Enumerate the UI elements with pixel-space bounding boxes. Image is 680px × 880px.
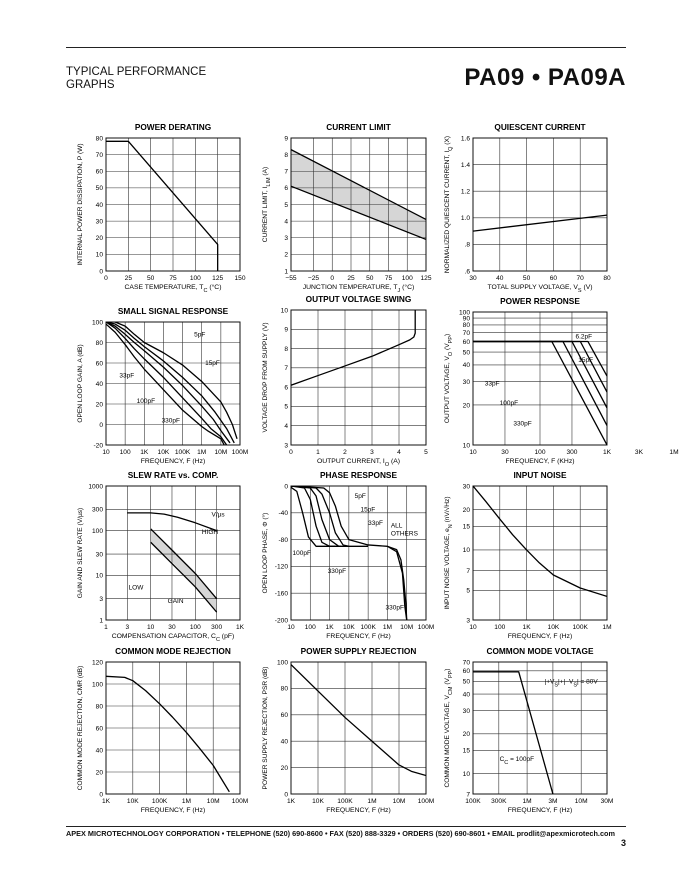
common-mode-rejection-y-tick-label: 0 — [99, 791, 103, 799]
part-number-title: PA09 • PA09A — [464, 64, 626, 91]
output-voltage-swing-y-tick-label: 3 — [284, 442, 288, 450]
common-mode-voltage-x-tick-label: 1M — [522, 798, 532, 805]
quiescent-current-x-tick-label: 70 — [576, 275, 584, 282]
input-noise-y-axis-label: INPUT NOISE VOLTAGE, $e_N$ (nV/√Hz) — [444, 496, 454, 610]
phase-response-y-tick-label: -80 — [278, 536, 288, 544]
current-limit-y-tick-label: 8 — [284, 151, 288, 159]
power-derating-y-tick-label: 0 — [99, 268, 103, 276]
small-signal-response-y-axis-label: OPEN LOOP GAIN, A (dB) — [77, 344, 84, 423]
slew-rate-vs-comp-annotation: HIGH — [201, 528, 219, 536]
common-mode-voltage-y-tick-label: 40 — [462, 691, 470, 699]
input-noise-y-tick-label: 5 — [466, 587, 470, 595]
common-mode-rejection-y-tick-label: 100 — [91, 681, 103, 689]
common-mode-voltage-y-tick-label: 70 — [462, 659, 470, 667]
current-limit-x-axis-label: JUNCTION TEMPERATURE, $T_J$ (°C) — [302, 284, 415, 294]
slew-rate-vs-comp-y-tick-label: 1000 — [88, 483, 103, 491]
small-signal-response-x-axis-label: FREQUENCY, F (Hz) — [140, 458, 206, 465]
power-supply-rejection-x-tick-label: 100M — [417, 798, 435, 805]
phase-response-x-tick-label: 10 — [287, 624, 295, 631]
quiescent-current-y-tick-label: 1.2 — [460, 188, 470, 196]
quiescent-current-y-axis-label: NORMALIZED QUIESCENT CURRENT, $I_Q$ (X) — [444, 135, 454, 274]
input-noise-x-tick-label: 10K — [547, 624, 560, 631]
power-derating-series-1 — [106, 141, 218, 271]
slew-rate-vs-comp-x-tick-label: 100 — [189, 624, 201, 631]
current-limit-x-tick-label: 100 — [401, 275, 413, 282]
small-signal-response-annotation: 330pF — [161, 417, 181, 425]
power-response-x-tick-label: 30 — [501, 449, 509, 456]
power-response-annotation: 330pF — [513, 420, 532, 428]
input-noise-y-tick-label: 10 — [462, 547, 470, 555]
output-voltage-swing-x-tick-label: 2 — [343, 449, 347, 456]
power-derating-y-tick-label: 40 — [95, 201, 103, 209]
power-supply-rejection-plot-frame — [291, 662, 426, 794]
output-voltage-swing-y-tick-label: 8 — [284, 345, 288, 353]
common-mode-rejection-y-tick-label: 20 — [95, 769, 103, 777]
small-signal-response-x-tick-label: 1K — [140, 449, 149, 456]
power-derating-x-tick-label: 150 — [234, 275, 246, 282]
small-signal-response-annotation: 15pF — [205, 360, 220, 368]
quiescent-current-y-tick-label: 1.4 — [460, 161, 470, 169]
output-voltage-swing-x-tick-label: 5 — [424, 449, 428, 456]
power-supply-rejection-x-axis-label: FREQUENCY, F (Hz) — [326, 807, 391, 814]
input-noise-title: INPUT NOISE — [513, 470, 567, 480]
current-limit-chart — [247, 116, 446, 301]
common-mode-rejection-x-tick-label: 100K — [151, 798, 168, 805]
small-signal-response-y-tick-label: 0 — [99, 421, 103, 429]
phase-response-y-tick-label: -40 — [278, 510, 288, 518]
quiescent-current-y-tick-label: .6 — [464, 268, 470, 276]
common-mode-voltage-y-tick-label: 30 — [462, 707, 470, 715]
input-noise-y-tick-label: 30 — [462, 483, 470, 491]
power-supply-rejection-y-tick-label: 0 — [284, 791, 288, 799]
common-mode-voltage-x-tick-label: 100K — [465, 798, 481, 805]
section-title-line-1: TYPICAL PERFORMANCE — [66, 66, 207, 78]
common-mode-rejection-y-tick-label: 80 — [95, 703, 103, 711]
power-derating-y-tick-label: 10 — [95, 251, 103, 259]
phase-response-annotation: ALL — [390, 522, 403, 530]
small-signal-response-annotation: 33pF — [119, 372, 135, 380]
phase-response-annotation: OTHERS — [390, 530, 418, 538]
current-limit-x-tick-label: 125 — [420, 275, 432, 282]
small-signal-response-y-tick-label: 40 — [95, 380, 103, 388]
slew-rate-vs-comp-y-tick-label: 10 — [95, 572, 103, 580]
power-response-y-tick-label: 30 — [462, 378, 470, 386]
power-supply-rejection-x-tick-label: 1K — [286, 798, 296, 805]
quiescent-current-chart — [429, 116, 627, 301]
power-response-y-tick-label: 40 — [462, 362, 470, 370]
common-mode-rejection-x-axis-label: FREQUENCY, F (Hz) — [140, 807, 206, 814]
phase-response-x-tick-label: 100K — [360, 624, 376, 631]
small-signal-response-x-tick-label: 10K — [157, 449, 170, 456]
quiescent-current-x-tick-label: 30 — [469, 275, 477, 282]
small-signal-response-x-tick-label: 1M — [197, 449, 207, 456]
quiescent-current-x-axis-label: TOTAL SUPPLY VOLTAGE, $V_S$ (V) — [487, 284, 593, 294]
input-noise-y-tick-label: 20 — [462, 506, 470, 514]
power-derating-y-tick-label: 20 — [95, 235, 103, 243]
section-title-line-2: GRAPHS — [66, 79, 115, 91]
small-signal-response-x-tick-label: 100 — [119, 449, 131, 456]
power-derating-chart — [62, 116, 260, 301]
phase-response-y-tick-label: -120 — [274, 563, 288, 571]
power-derating-y-tick-label: 60 — [95, 168, 103, 176]
slew-rate-vs-comp-chart — [62, 464, 260, 650]
phase-response-y-tick-label: 0 — [284, 483, 288, 491]
output-voltage-swing-y-axis-label: VOLTAGE DROP FROM SUPPLY (V) — [262, 322, 269, 433]
current-limit-x-tick-label: 25 — [347, 275, 355, 282]
power-response-y-tick-label: 80 — [462, 322, 470, 330]
slew-rate-vs-comp-x-tick-label: 1K — [235, 624, 245, 631]
common-mode-voltage-title: COMMON MODE VOLTAGE — [486, 646, 594, 656]
common-mode-voltage-y-tick-label: 10 — [462, 770, 470, 778]
phase-response-x-tick-label: 100M — [417, 624, 435, 631]
common-mode-voltage-series-1 — [473, 672, 553, 794]
power-supply-rejection-chart — [247, 640, 446, 824]
power-response-annotation: 100pF — [499, 399, 519, 407]
common-mode-rejection-x-tick-label: 1M — [181, 798, 191, 805]
slew-rate-vs-comp-y-tick-label: 30 — [95, 551, 103, 559]
slew-rate-vs-comp-y-tick-label: 1 — [99, 617, 103, 625]
common-mode-rejection-x-tick-label: 10K — [126, 798, 139, 805]
power-derating-title: POWER DERATING — [134, 122, 212, 132]
phase-response-x-tick-label: 1M — [382, 624, 393, 631]
phase-response-annotation: 15pF — [360, 506, 376, 514]
phase-response-y-tick-label: -160 — [274, 590, 288, 598]
common-mode-rejection-series-1 — [106, 676, 229, 792]
input-noise-x-axis-label: FREQUENCY, F (Hz) — [507, 633, 573, 640]
phase-response-annotation: 5pF — [354, 493, 366, 501]
common-mode-rejection-y-tick-label: 40 — [95, 747, 103, 755]
slew-rate-vs-comp-y-axis-label: GAIN AND SLEW RATE (V/µs) — [77, 507, 84, 599]
power-supply-rejection-x-tick-label: 1M — [367, 798, 377, 805]
quiescent-current-y-tick-label: 1.0 — [460, 215, 470, 223]
output-voltage-swing-y-tick-label: 5 — [284, 403, 288, 411]
input-noise-x-tick-label: 100 — [494, 624, 506, 631]
footer-contact: APEX MICROTECHNOLOGY CORPORATION • TELEPHONE (520) 690-8600 • FAX (520) 888-3329 • ORDERS (520) 690-8601 • EMAIL prodlit@apexmicrotech.com — [66, 829, 615, 838]
power-response-chart — [429, 290, 679, 475]
small-signal-response-y-tick-label: 80 — [95, 339, 103, 347]
common-mode-rejection-y-tick-label: 60 — [95, 725, 103, 733]
slew-rate-vs-comp-y-tick-label: 100 — [91, 527, 103, 535]
phase-response-annotation: 100pF — [292, 550, 311, 558]
power-derating-y-tick-label: 30 — [95, 218, 103, 226]
current-limit-x-tick-label: −55 — [285, 275, 297, 282]
common-mode-rejection-x-tick-label: 10M — [206, 798, 220, 805]
output-voltage-swing-x-tick-label: 1 — [316, 449, 320, 456]
quiescent-current-x-tick-label: 50 — [522, 275, 531, 282]
output-voltage-swing-x-tick-label: 0 — [289, 449, 293, 456]
power-derating-x-axis-label: CASE TEMPERATURE, $T_C$ (°C) — [124, 284, 222, 294]
current-limit-y-tick-label: 6 — [284, 185, 288, 193]
common-mode-rejection-x-tick-label: 100M — [231, 798, 249, 805]
power-response-y-tick-label: 70 — [462, 329, 470, 337]
power-supply-rejection-title: POWER SUPPLY REJECTION — [300, 646, 417, 656]
phase-response-y-axis-label: OPEN LOOP PHASE, Φ (°) — [262, 512, 269, 594]
common-mode-voltage-y-tick-label: 15 — [462, 747, 470, 755]
small-signal-response-annotation: 100pF — [136, 397, 156, 405]
small-signal-response-y-tick-label: 100 — [91, 319, 103, 327]
phase-response-annotation: 330pF — [385, 604, 404, 612]
common-mode-voltage-annotation: $|+V_S|+|-V_S| = 80V$ — [544, 678, 598, 689]
common-mode-voltage-x-tick-label: 300K — [491, 798, 507, 805]
common-mode-rejection-title: COMMON MODE REJECTION — [115, 646, 231, 656]
small-signal-response-y-tick-label: -20 — [93, 442, 103, 450]
output-voltage-swing-y-tick-label: 4 — [284, 423, 288, 431]
power-response-annotation: 15pF — [578, 357, 594, 365]
phase-response-x-tick-label: 10K — [342, 624, 355, 631]
power-supply-rejection-y-tick-label: 80 — [280, 685, 288, 693]
output-voltage-swing-x-tick-label: 3 — [370, 449, 374, 456]
phase-response-x-tick-label: 1K — [325, 624, 334, 631]
power-response-y-axis-label: OUTPUT VOLTAGE, $V_O$ $(V_{PP})$ — [444, 333, 454, 424]
slew-rate-vs-comp-annotation: LOW — [128, 584, 144, 592]
output-voltage-swing-x-axis-label: OUTPUT CURRENT, $I_O$ (A) — [316, 458, 401, 468]
current-limit-y-tick-label: 3 — [284, 235, 288, 243]
current-limit-x-tick-label: 50 — [366, 275, 374, 282]
current-limit-y-tick-label: 4 — [284, 218, 288, 226]
common-mode-rejection-x-tick-label: 1K — [101, 798, 111, 805]
output-voltage-swing-series-1 — [291, 310, 415, 385]
current-limit-y-tick-label: 1 — [284, 268, 288, 276]
output-voltage-swing-chart — [247, 288, 446, 475]
input-noise-x-tick-label: 100K — [572, 624, 588, 631]
input-noise-y-tick-label: 3 — [466, 617, 470, 625]
power-supply-rejection-x-tick-label: 10K — [312, 798, 324, 805]
quiescent-current-y-tick-label: 1.6 — [460, 135, 470, 143]
power-derating-y-tick-label: 50 — [95, 185, 103, 193]
page-number: 3 — [620, 838, 626, 848]
power-supply-rejection-y-tick-label: 60 — [280, 712, 288, 720]
power-response-x-tick-label: 100 — [534, 449, 546, 456]
power-response-annotation: 33pF — [484, 380, 500, 388]
power-response-y-tick-label: 20 — [462, 402, 470, 410]
common-mode-rejection-chart — [62, 640, 260, 824]
input-noise-series-1 — [473, 486, 607, 596]
common-mode-rejection-y-axis-label: COMMON MODE REJECTION, CMR (dB) — [77, 665, 84, 791]
power-derating-y-tick-label: 80 — [95, 135, 103, 143]
quiescent-current-x-tick-label: 40 — [496, 275, 504, 282]
slew-rate-vs-comp-x-tick-label: 10 — [146, 624, 155, 631]
output-voltage-swing-x-tick-label: 4 — [397, 449, 401, 456]
current-limit-y-tick-label: 9 — [284, 135, 288, 143]
common-mode-rejection-y-tick-label: 120 — [91, 659, 103, 667]
common-mode-voltage-x-tick-label: 10M — [574, 798, 588, 805]
small-signal-response-x-tick-label: 100K — [174, 449, 191, 456]
power-response-x-tick-label: 300 — [566, 449, 578, 456]
common-mode-voltage-x-tick-label: 3M — [548, 798, 558, 805]
power-response-y-tick-label: 50 — [462, 349, 470, 357]
current-limit-title: CURRENT LIMIT — [326, 122, 391, 132]
power-derating-x-tick-label: 50 — [146, 275, 155, 282]
power-response-y-tick-label: 100 — [458, 309, 470, 317]
common-mode-voltage-y-tick-label: 20 — [462, 731, 470, 739]
input-noise-chart — [429, 464, 627, 650]
power-response-x-tick-label: 10 — [469, 449, 477, 456]
power-response-x-tick-label: 3K — [634, 449, 644, 456]
power-supply-rejection-series-1 — [291, 665, 426, 776]
phase-response-annotation: 330pF — [327, 568, 347, 576]
power-response-title: POWER RESPONSE — [500, 296, 580, 306]
power-response-annotation: 6.2pF — [575, 333, 593, 341]
phase-response-x-tick-label: 100 — [304, 624, 316, 631]
input-noise-y-tick-label: 7 — [466, 567, 470, 575]
common-mode-voltage-chart — [429, 640, 627, 824]
small-signal-response-x-tick-label: 10 — [102, 449, 110, 456]
phase-response-annotation: 33pF — [368, 519, 383, 527]
slew-rate-vs-comp-title: SLEW RATE vs. COMP. — [127, 470, 219, 480]
power-response-x-tick-label: 1K — [602, 449, 612, 456]
quiescent-current-y-tick-label: .8 — [464, 241, 470, 249]
input-noise-x-tick-label: 1M — [602, 624, 612, 631]
slew-rate-vs-comp-x-axis-label: COMPENSATION CAPACITOR, $C_C$ (pF) — [111, 633, 235, 643]
input-noise-y-tick-label: 15 — [462, 523, 470, 531]
power-derating-x-tick-label: 125 — [212, 275, 224, 282]
small-signal-response-x-tick-label: 100M — [231, 449, 249, 456]
power-derating-x-tick-label: 25 — [124, 275, 133, 282]
small-signal-response-y-tick-label: 20 — [95, 401, 103, 409]
power-supply-rejection-x-tick-label: 10M — [392, 798, 406, 805]
small-signal-response-chart — [62, 300, 260, 475]
power-response-y-tick-label: 10 — [462, 442, 470, 450]
header-rule — [66, 47, 626, 48]
output-voltage-swing-y-tick-label: 7 — [284, 365, 288, 373]
current-limit-y-tick-label: 5 — [284, 201, 288, 209]
current-limit-x-tick-label: 75 — [384, 275, 393, 282]
common-mode-voltage-y-tick-label: 7 — [466, 791, 470, 799]
quiescent-current-x-tick-label: 80 — [603, 275, 611, 282]
common-mode-voltage-y-tick-label: 60 — [462, 668, 470, 676]
input-noise-x-tick-label: 1K — [522, 624, 531, 631]
output-voltage-swing-y-tick-label: 6 — [284, 384, 288, 392]
slew-rate-vs-comp-series-3 — [151, 542, 217, 612]
slew-rate-vs-comp-x-tick-label: 3 — [125, 624, 130, 631]
current-limit-x-tick-label: 0 — [330, 275, 335, 282]
power-supply-rejection-y-tick-label: 20 — [280, 764, 288, 772]
power-derating-y-axis-label: INTERNAL POWER DISSIPATION, P (W) — [77, 143, 84, 266]
power-supply-rejection-x-tick-label: 100K — [337, 798, 353, 805]
common-mode-voltage-x-tick-label: 30M — [600, 798, 614, 805]
slew-rate-vs-comp-x-tick-label: 30 — [168, 624, 176, 631]
common-mode-voltage-y-tick-label: 50 — [462, 678, 470, 686]
common-mode-voltage-y-axis-label: COMMON MODE VOLTAGE, $V_{CM}$ $(V_{PP})$ — [444, 668, 454, 788]
power-derating-x-tick-label: 75 — [169, 275, 177, 282]
phase-response-chart — [247, 464, 446, 650]
phase-response-x-axis-label: FREQUENCY, F (Hz) — [326, 633, 391, 640]
small-signal-response-x-tick-label: 10M — [214, 449, 228, 456]
power-response-y-tick-label: 90 — [462, 315, 470, 323]
common-mode-voltage-x-axis-label: FREQUENCY, F (Hz) — [507, 807, 573, 814]
slew-rate-vs-comp-annotation: V/µs — [211, 511, 225, 519]
power-supply-rejection-y-tick-label: 40 — [280, 738, 288, 746]
output-voltage-swing-y-tick-label: 9 — [284, 326, 288, 334]
output-voltage-swing-y-tick-label: 10 — [280, 307, 288, 315]
power-response-y-tick-label: 60 — [462, 338, 470, 346]
slew-rate-vs-comp-y-tick-label: 300 — [91, 506, 103, 514]
slew-rate-vs-comp-annotation: GAIN — [167, 598, 184, 606]
power-supply-rejection-y-axis-label: POWER SUPPLY REJECTION, PSR (dB) — [262, 666, 269, 790]
input-noise-plot-frame — [473, 486, 607, 620]
quiescent-current-title: QUIESCENT CURRENT — [494, 122, 586, 132]
power-supply-rejection-y-tick-label: 100 — [276, 659, 288, 667]
power-response-x-tick-label: 1M — [669, 449, 679, 456]
footer-rule — [66, 826, 626, 827]
current-limit-y-tick-label: 7 — [284, 168, 288, 176]
current-limit-x-tick-label: −25 — [307, 275, 320, 282]
quiescent-current-plot-frame — [473, 138, 607, 271]
small-signal-response-title: SMALL SIGNAL RESPONSE — [117, 306, 229, 316]
power-derating-x-tick-label: 0 — [104, 275, 108, 282]
phase-response-y-tick-label: -200 — [274, 617, 288, 625]
common-mode-voltage-annotation: $C_C = 100pF$ — [499, 756, 535, 767]
input-noise-x-tick-label: 10 — [469, 624, 477, 631]
phase-response-x-tick-label: 10M — [400, 624, 414, 631]
power-response-x-axis-label: FREQUENCY, F (KHz) — [505, 458, 575, 465]
small-signal-response-y-tick-label: 60 — [95, 360, 103, 368]
power-derating-y-tick-label: 70 — [95, 151, 103, 159]
power-derating-x-tick-label: 100 — [189, 275, 201, 282]
current-limit-y-tick-label: 2 — [284, 251, 288, 259]
slew-rate-vs-comp-y-tick-label: 3 — [99, 595, 103, 603]
phase-response-title: PHASE RESPONSE — [320, 470, 397, 480]
slew-rate-vs-comp-x-tick-label: 300 — [211, 624, 223, 631]
small-signal-response-series-5 — [106, 324, 224, 445]
output-voltage-swing-title: OUTPUT VOLTAGE SWING — [305, 294, 412, 304]
slew-rate-vs-comp-x-tick-label: 1 — [104, 624, 108, 631]
quiescent-current-x-tick-label: 60 — [549, 275, 558, 282]
page-section-title — [66, 66, 206, 92]
small-signal-response-annotation: 5pF — [194, 331, 206, 339]
current-limit-y-axis-label: CURRENT LIMIT, $I_{LIM}$ (A) — [262, 166, 272, 243]
